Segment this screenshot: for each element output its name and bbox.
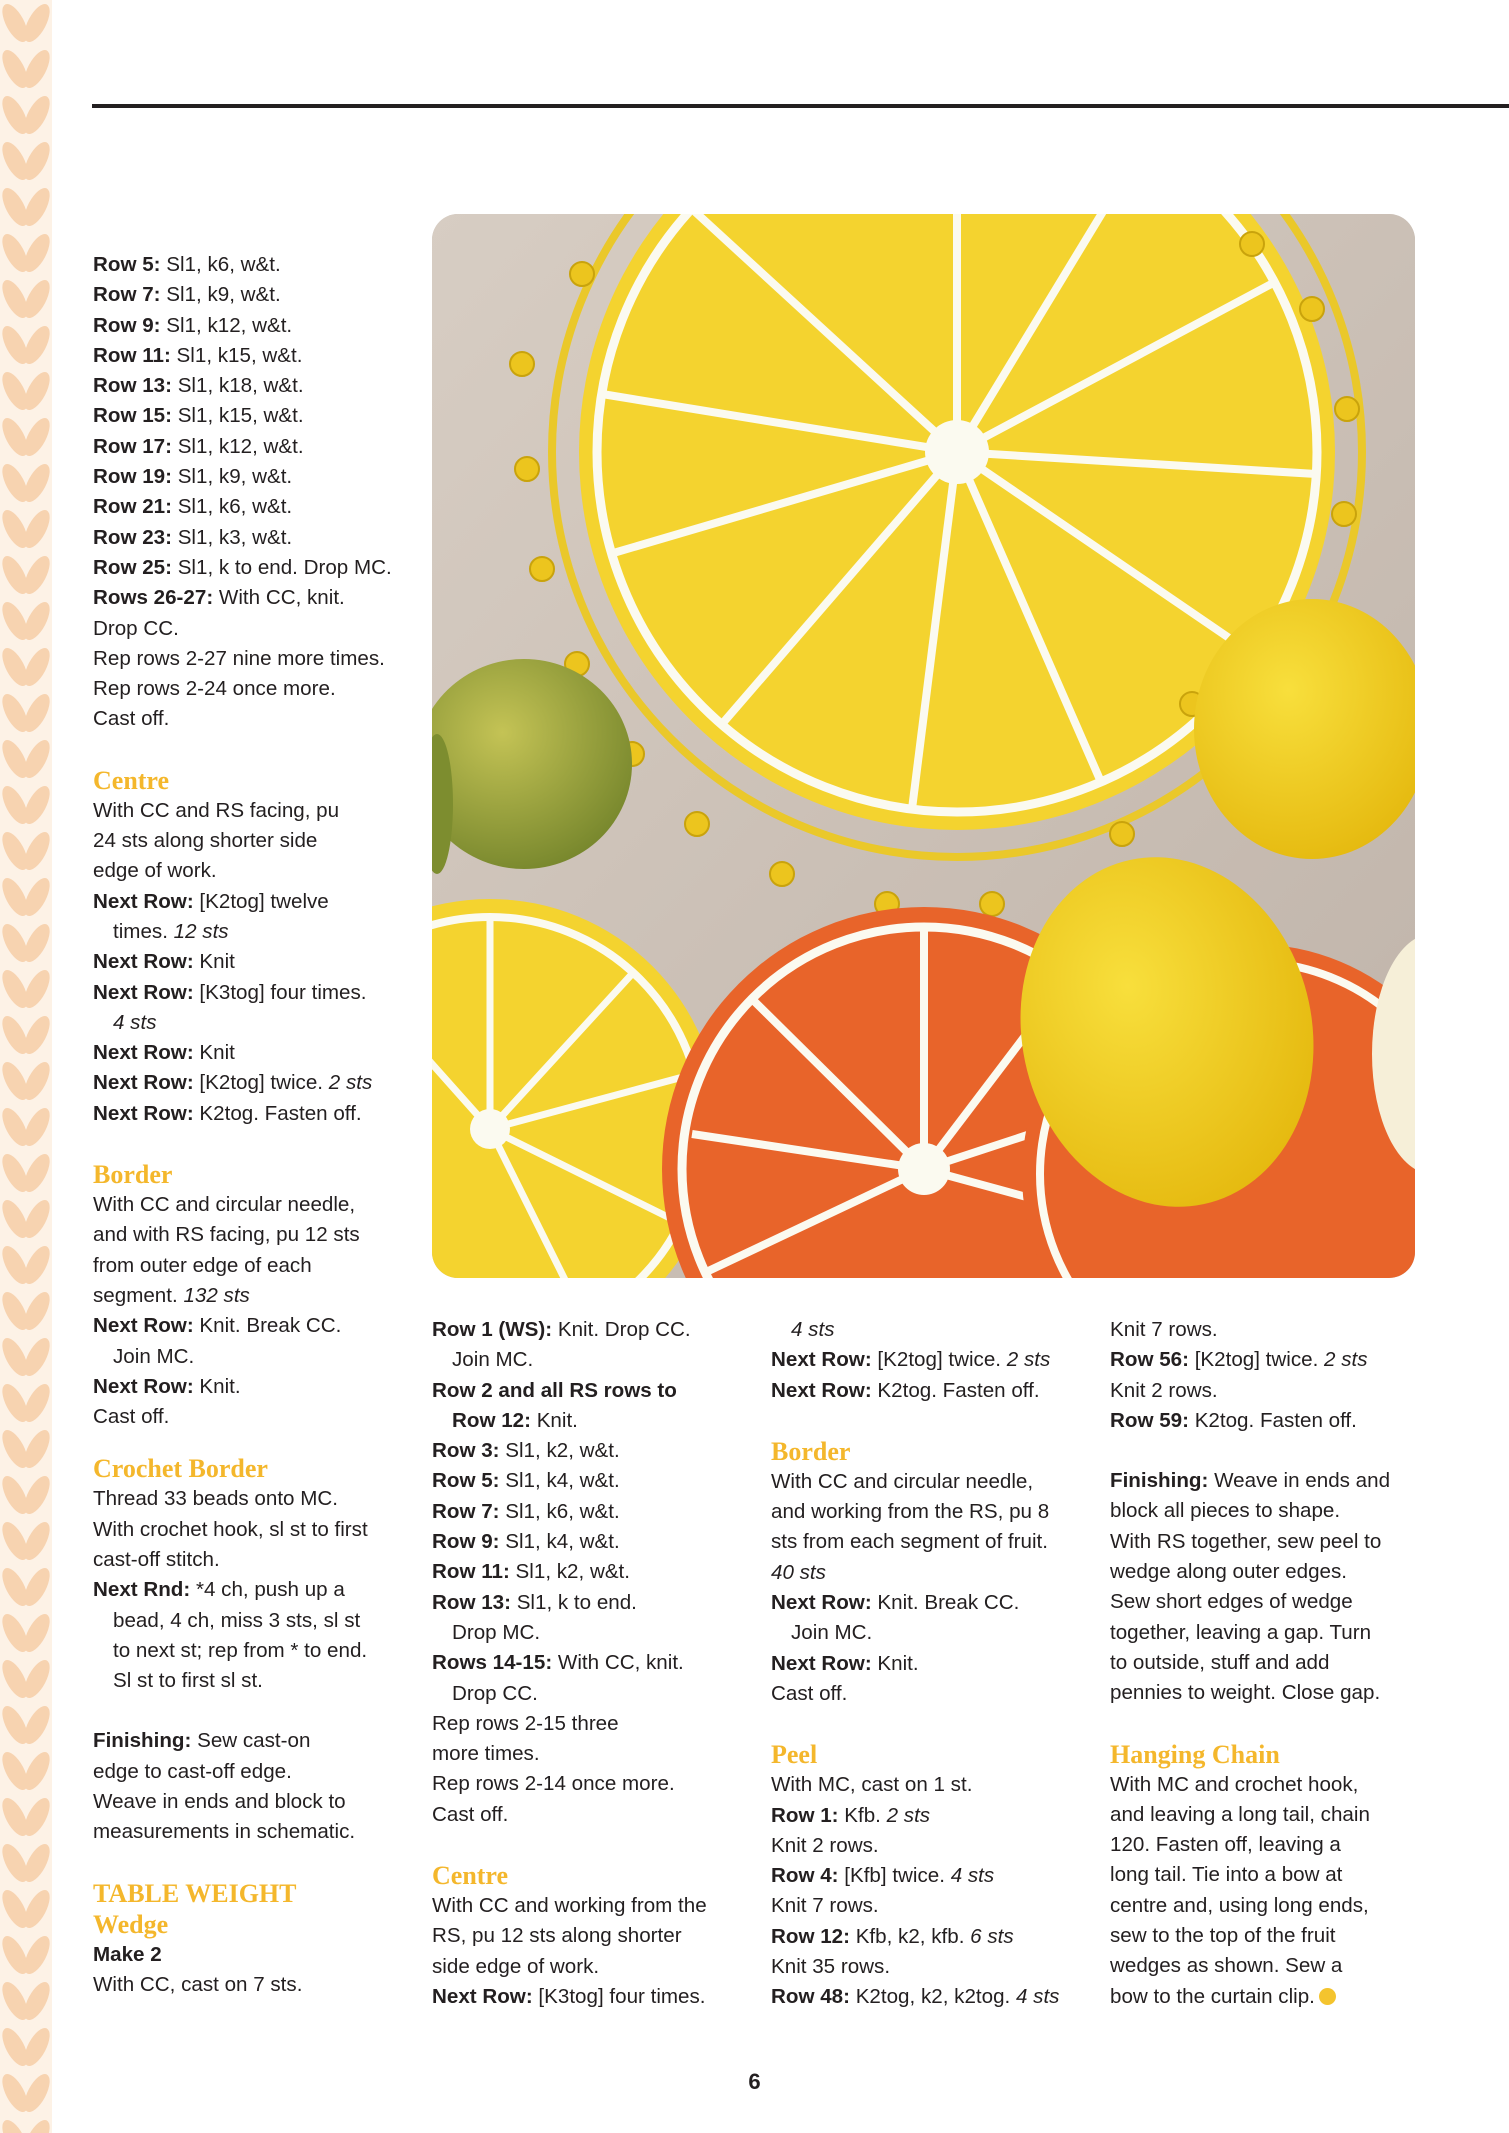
- row-line: Next Row: Knit. Break CC.: [771, 1591, 1020, 1615]
- section-heading-border: Border: [93, 1160, 173, 1190]
- text-line: With CC and circular needle,: [771, 1469, 1034, 1493]
- text-line: Knit 7 rows.: [771, 1894, 879, 1918]
- row-line: Row 17: Sl1, k12, w&t.: [93, 434, 304, 458]
- text-line: RS, pu 12 sts along shorter: [432, 1924, 682, 1948]
- row-line: Join MC.: [113, 1344, 195, 1368]
- text-line: Drop CC.: [93, 616, 179, 640]
- text-line: With MC, cast on 1 st.: [771, 1773, 973, 1797]
- row-line: Finishing: Sew cast-on: [93, 1729, 311, 1753]
- text-line: Rep rows 2-24 once more.: [93, 677, 336, 701]
- text-line: bow to the curtain clip.: [1110, 1982, 1440, 2012]
- text-line: Cast off.: [93, 707, 170, 731]
- page-number: 6: [748, 2069, 761, 2094]
- section-heading-table-weight: TABLE WEIGHT: [93, 1878, 297, 1908]
- text-line: sts from each segment of fruit.: [771, 1530, 1048, 1554]
- text-line: With RS together, sew peel to: [1110, 1529, 1382, 1553]
- row-line: Row 9: Sl1, k4, w&t.: [432, 1530, 620, 1554]
- row-line: Join MC.: [452, 1348, 534, 1372]
- row-line: Next Row: K2tog. Fasten off.: [771, 1378, 1040, 1402]
- header-rule: [92, 104, 1509, 108]
- text-line: 120. Fasten off, leaving a: [1110, 1833, 1341, 1857]
- section-heading-centre: Centre: [432, 1861, 509, 1891]
- knitted-fruit-coasters-photo: [432, 214, 1415, 1278]
- text-line: to next st; rep from * to end.: [113, 1638, 368, 1662]
- row-line: Row 12: Knit.: [452, 1408, 578, 1432]
- text-line: cast-off stitch.: [93, 1547, 220, 1571]
- text-line: and leaving a long tail, chain: [1110, 1802, 1370, 1826]
- row-line: Next Row: Knit. Break CC.: [93, 1314, 342, 1338]
- row-line: Row 11: Sl1, k2, w&t.: [432, 1560, 631, 1584]
- text-line: edge to cast-off edge.: [93, 1759, 292, 1783]
- row-line: Rows 14-15: With CC, knit.: [432, 1651, 684, 1675]
- text-line: and working from the RS, pu 8: [771, 1500, 1050, 1524]
- row-line: Next Row: [K3tog] four times.: [432, 1984, 706, 2008]
- text-line: and with RS facing, pu 12 sts: [93, 1223, 360, 1247]
- column-4: [1110, 1315, 1440, 2012]
- row-line: Row 1: Kfb. 2 sts: [771, 1803, 931, 1827]
- text-line: Rep rows 2-27 nine more times.: [93, 646, 385, 670]
- text-line: With CC and working from the: [432, 1894, 707, 1918]
- text-line: Rep rows 2-15 three: [432, 1711, 619, 1735]
- section-heading-border: Border: [771, 1436, 851, 1466]
- row-line: Row 7: Sl1, k6, w&t.: [432, 1499, 620, 1523]
- row-line: Finishing: Weave in ends and: [1110, 1469, 1391, 1493]
- text-line: Cast off.: [432, 1802, 509, 1826]
- text-line: side edge of work.: [432, 1954, 600, 1978]
- section-heading-hanging-chain: Hanging Chain: [1110, 1739, 1280, 1769]
- row-line: Next Row: [K2tog] twice. 2 sts: [771, 1348, 1051, 1372]
- row-line: Row 2 and all RS rows to: [432, 1378, 677, 1402]
- text-line: Sl st to first sl st.: [113, 1669, 263, 1693]
- row-line: Next Rnd: *4 ch, push up a: [93, 1578, 345, 1602]
- row-line: Next Row: [K3tog] four times.: [93, 980, 367, 1004]
- text-line: Sew short edges of wedge: [1110, 1590, 1353, 1614]
- column-2: [432, 1315, 752, 2012]
- text-line: centre and, using long ends,: [1110, 1893, 1369, 1917]
- text-line: Knit 35 rows.: [771, 1955, 891, 1979]
- row-line: Row 48: K2tog, k2, k2tog. 4 sts: [771, 1985, 1060, 2009]
- row-line: Row 12: Kfb, k2, kfb. 6 sts: [771, 1924, 1014, 1948]
- row-line: Row 4: [Kfb] twice. 4 sts: [771, 1864, 995, 1888]
- section-heading-centre: Centre: [93, 765, 170, 795]
- text-line: bead, 4 ch, miss 3 sts, sl st: [113, 1608, 361, 1632]
- text-line: With MC and crochet hook,: [1110, 1772, 1359, 1796]
- row-line: Row 23: Sl1, k3, w&t.: [93, 525, 293, 549]
- text-line: wedges as shown. Sew a: [1110, 1954, 1343, 1978]
- text-line: block all pieces to shape.: [1110, 1499, 1341, 1523]
- text-line: more times.: [432, 1742, 540, 1766]
- text-line: Thread 33 beads onto MC.: [93, 1487, 338, 1511]
- text-line: sew to the top of the fruit: [1110, 1924, 1336, 1948]
- row-line: Row 5: Sl1, k6, w&t.: [93, 253, 281, 276]
- row-line: Row 11: Sl1, k15, w&t.: [93, 343, 303, 367]
- row-line: Next Row: Knit: [93, 1041, 235, 1065]
- text-line: With crochet hook, sl st to first: [93, 1517, 368, 1541]
- text-line: With CC, cast on 7 sts.: [93, 1972, 303, 1996]
- row-line: Row 5: Sl1, k4, w&t.: [432, 1469, 620, 1493]
- row-line: Row 13: Sl1, k18, w&t.: [93, 374, 304, 398]
- section-heading-wedge: Wedge: [93, 1909, 169, 1939]
- row-line: Row 56: [K2tog] twice. 2 sts: [1110, 1348, 1368, 1372]
- row-line: Row 25: Sl1, k to end. Drop MC.: [93, 555, 392, 579]
- row-line: Next Row: [K2tog] twice. 2 sts: [93, 1071, 373, 1095]
- text-line: Weave in ends and block to: [93, 1790, 346, 1814]
- row-line: Row 59: K2tog. Fasten off.: [1110, 1408, 1357, 1432]
- text-line: together, leaving a gap. Turn: [1110, 1620, 1372, 1644]
- text-line: With CC and RS facing, pu: [93, 798, 340, 822]
- section-heading-crochet-border: Crochet Border: [93, 1454, 268, 1484]
- text-line: 40 sts: [771, 1560, 826, 1584]
- row-line: Next Row: Knit.: [93, 1374, 241, 1398]
- text-line: Rep rows 2-14 once more.: [432, 1772, 675, 1796]
- text-line: Knit 7 rows.: [1110, 1318, 1218, 1341]
- row-line: Drop CC.: [452, 1681, 538, 1705]
- text-line: long tail. Tie into a bow at: [1110, 1863, 1343, 1887]
- row-line: Row 21: Sl1, k6, w&t.: [93, 495, 293, 519]
- row-line: Row 15: Sl1, k15, w&t.: [93, 404, 304, 428]
- text-line: Knit 2 rows.: [1110, 1378, 1218, 1402]
- row-line: Row 3: Sl1, k2, w&t.: [432, 1439, 620, 1463]
- row-line: Next Row: Knit.: [771, 1651, 919, 1675]
- text-line: segment. 132 sts: [93, 1283, 250, 1307]
- row-line: Row 19: Sl1, k9, w&t.: [93, 465, 293, 489]
- column-1: [93, 250, 413, 2000]
- text-line: edge of work.: [93, 859, 217, 883]
- end-of-article-icon: [1319, 1988, 1336, 2005]
- row-line: Row 13: Sl1, k to end.: [432, 1590, 637, 1614]
- text-line: measurements in schematic.: [93, 1820, 356, 1844]
- text-line: With CC and circular needle,: [93, 1193, 356, 1217]
- row-line: Next Row: K2tog. Fasten off.: [93, 1101, 362, 1125]
- text-line: Cast off.: [93, 1405, 170, 1429]
- row-line: Next Row: [K2tog] twelve: [93, 889, 329, 913]
- row-line: Row 1 (WS): Knit. Drop CC.: [432, 1318, 691, 1341]
- row-line: times. 12 sts: [113, 919, 229, 943]
- row-line: Join MC.: [791, 1621, 873, 1645]
- row-line: Row 9: Sl1, k12, w&t.: [93, 313, 293, 337]
- text-line: 24 sts along shorter side: [93, 829, 318, 853]
- row-line: 4 sts: [791, 1318, 835, 1341]
- row-line: 4 sts: [113, 1010, 157, 1034]
- row-line: Row 7: Sl1, k9, w&t.: [93, 283, 281, 307]
- text-line: Knit 2 rows.: [771, 1833, 879, 1857]
- text-line: wedge along outer edges.: [1110, 1560, 1348, 1584]
- row-line: Make 2: [93, 1942, 162, 1966]
- text-line: pennies to weight. Close gap.: [1110, 1681, 1381, 1705]
- section-heading-peel: Peel: [771, 1740, 818, 1770]
- row-line: Next Row: Knit: [93, 950, 235, 974]
- text-line: from outer edge of each: [93, 1253, 312, 1277]
- text-line: Cast off.: [771, 1681, 848, 1705]
- knit-stitch-pattern: [0, 0, 52, 2133]
- column-3: [771, 1315, 1091, 2013]
- text-line: to outside, stuff and add: [1110, 1650, 1330, 1674]
- decorative-margin-strip: [0, 0, 52, 2133]
- row-line: Drop MC.: [452, 1620, 541, 1644]
- row-line: Rows 26-27: With CC, knit.: [93, 586, 345, 610]
